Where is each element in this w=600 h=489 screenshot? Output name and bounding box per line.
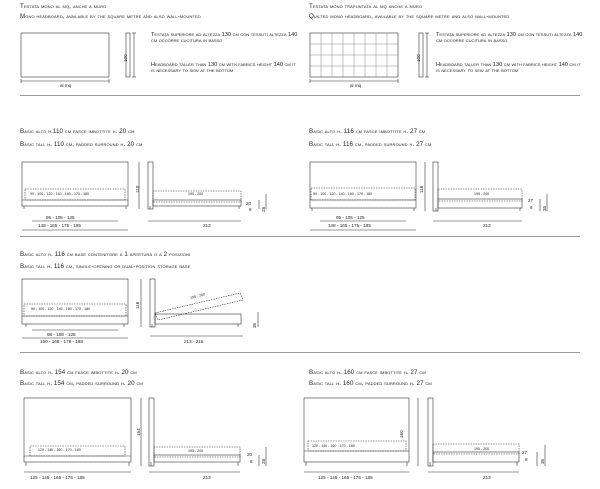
quilted-headboard-title-it: Testata mono trapuntata al mq anche a muro xyxy=(309,3,423,10)
bed1-side-h3: 28 xyxy=(261,206,266,212)
mono-headboard-title-en: Mono headboard, available by the square metre and also wall-mounted xyxy=(20,13,201,20)
quilted-headboard-note-it: Testata superiore ad altezza 130 cm con tessuti altezza 140 cm occorre cucitura in basso xyxy=(436,32,583,45)
bed1-side-h2: 8 xyxy=(249,207,252,212)
bed4-mattress-sizes: 120 - 140 - 160 - 170 - 180 xyxy=(38,448,81,452)
bed3-title-en: Basic tall h. 116 cm, single-opening or dual-position storage base xyxy=(20,263,191,270)
bed5-side xyxy=(428,398,433,466)
bed2-title-en: Basic tall h. 116 cm, padded surround h. 27 cm xyxy=(309,141,432,148)
bed5-mattress-sizes: 120 - 140 - 160 - 170 - 180 xyxy=(312,444,355,448)
bed2-title-it: Basic alto h. 116 cm fasce imbottite h. 27 cm xyxy=(309,128,426,135)
bed5-side-h2: 8 xyxy=(525,457,528,462)
bed1-mattress-sizes: 90 - 100 - 120 - 140 - 160 - 170 - 180 xyxy=(30,192,90,196)
bed2-width-inner: 95 - 105 - 125 xyxy=(336,215,365,220)
bed2-side-h3: 35 xyxy=(542,205,547,211)
bed2-side xyxy=(433,162,438,211)
bed4-width-outer: 125 - 148 - 165 - 175 - 185 xyxy=(30,475,85,480)
bed2-mattress-sizes: 90 - 100 - 120 - 140 - 160 - 170 - 180 xyxy=(313,192,373,196)
bed2-side-h2: 8 xyxy=(530,205,533,210)
bed2-length: 213 xyxy=(483,223,491,228)
bed1-title-it: Basic alto h.110 cm fasce imbottite h. 20 cm xyxy=(20,128,135,135)
bed4-front xyxy=(24,398,131,462)
bed1-mattress-length: 195 - 200 xyxy=(188,192,204,196)
mono-headboard-note-it: Testata superiore ad altezza 130 cm con tessuti altezza 140 cm occorre cucitura in basso xyxy=(151,32,298,45)
bed1-height: 110 xyxy=(135,185,140,193)
bed3-side-h: 35 xyxy=(252,322,257,328)
bed1-width-outer: 148 - 165 - 175 - 185 xyxy=(38,223,81,228)
bed4-height: 154 xyxy=(136,428,141,436)
mono-headboard-width-label: al mq xyxy=(60,83,72,88)
bed4-title-en: Basic tall h. 154 cm, padded surround h. 20 cm xyxy=(20,380,143,387)
bed3-height: 116 xyxy=(135,301,140,309)
bed3-width-inner: 98 - 108 - 128 xyxy=(47,332,76,337)
bed2-height: 116 xyxy=(419,185,424,193)
bed5-length: 213 xyxy=(483,475,491,480)
bed4-title-it: Basic alto h. 154 cm fasce imbottite h. 20 cm xyxy=(20,369,137,376)
bed1-side xyxy=(148,162,153,209)
bed1-side-h1: 20 xyxy=(246,201,252,206)
bed2-width-outer: 148 - 165 - 175 - 185 xyxy=(328,223,371,228)
bed4-side xyxy=(149,398,154,466)
bed5-title-en: Basic tall h. 160 cm, padded surround h. 27 cm xyxy=(309,380,432,387)
bed1-front xyxy=(22,162,128,206)
bed3-mattress-length: 195 - 200 xyxy=(189,292,206,300)
bed3-title-it: Basic alto h. 116 cm base contenitore a 1 apertura o a 2 posizioni xyxy=(20,251,191,258)
bed4-mattress-length: 195 - 200 xyxy=(188,449,204,453)
mono-headboard-note-en: Headboard taller than 130 cm with fabrics height 140 cm it is necessary to sew at the bottom xyxy=(151,62,296,75)
bed5-front xyxy=(304,398,409,462)
quilted-headboard-title-en: Quilted mono headboard, available by the square metre and also wall-mounted xyxy=(309,13,510,20)
bed4-side-h1: 20 xyxy=(247,452,253,457)
bed5-side-h1: 27 xyxy=(522,450,528,455)
bed5-title-it: Basic alto h. 160 cm fasce imbottite h. 27 cm xyxy=(309,369,426,376)
bed3-side xyxy=(150,279,155,327)
bed2-mattress-length: 195 - 200 xyxy=(474,192,490,196)
quilted-headboard-height-label: 100 xyxy=(416,54,421,62)
bed3-mattress-sizes: 90 - 100 - 120 - 140 - 160 - 170 - 180 xyxy=(31,307,91,311)
mono-headboard-title-it: Testata mono al mq, anche a muro xyxy=(20,3,107,10)
bed1-width-inner: 95 - 105 - 125 xyxy=(46,215,75,220)
bed2-front xyxy=(310,162,416,208)
mono-headboard-height-label: 100 xyxy=(123,54,128,62)
quilted-headboard-width-label: al mq xyxy=(350,83,362,88)
bed5-height: 160 xyxy=(399,430,404,438)
bed2-side-h1: 27 xyxy=(528,198,534,203)
bed1-title-en: Basic tall h. 110 cm, padded surround h. 20 cm xyxy=(20,141,143,148)
bed1-length: 213 xyxy=(203,223,211,228)
bed3-front xyxy=(22,279,128,324)
mono-headboard-front xyxy=(21,33,109,77)
bed3-lifted-frame xyxy=(155,293,243,320)
bed5-side-h3: 35 xyxy=(540,458,545,464)
bed4-length: 213 xyxy=(203,475,211,480)
bed4-side-h3: 28 xyxy=(261,458,266,464)
bed3-length: 213 - 218 xyxy=(184,339,204,344)
bed5-mattress-length: 195 - 200 xyxy=(474,447,490,451)
bed4-side-h2: 8 xyxy=(250,459,253,464)
bed5-width-outer: 125 - 148 - 165 - 175 - 185 xyxy=(318,475,373,480)
bed3-width-outer: 150 - 168 - 178 - 188 xyxy=(40,339,83,344)
quilted-headboard-note-en: Headboard taller than 130 cm with fabrics height 140 cm it is necessary to sew at the bottom xyxy=(436,62,581,75)
